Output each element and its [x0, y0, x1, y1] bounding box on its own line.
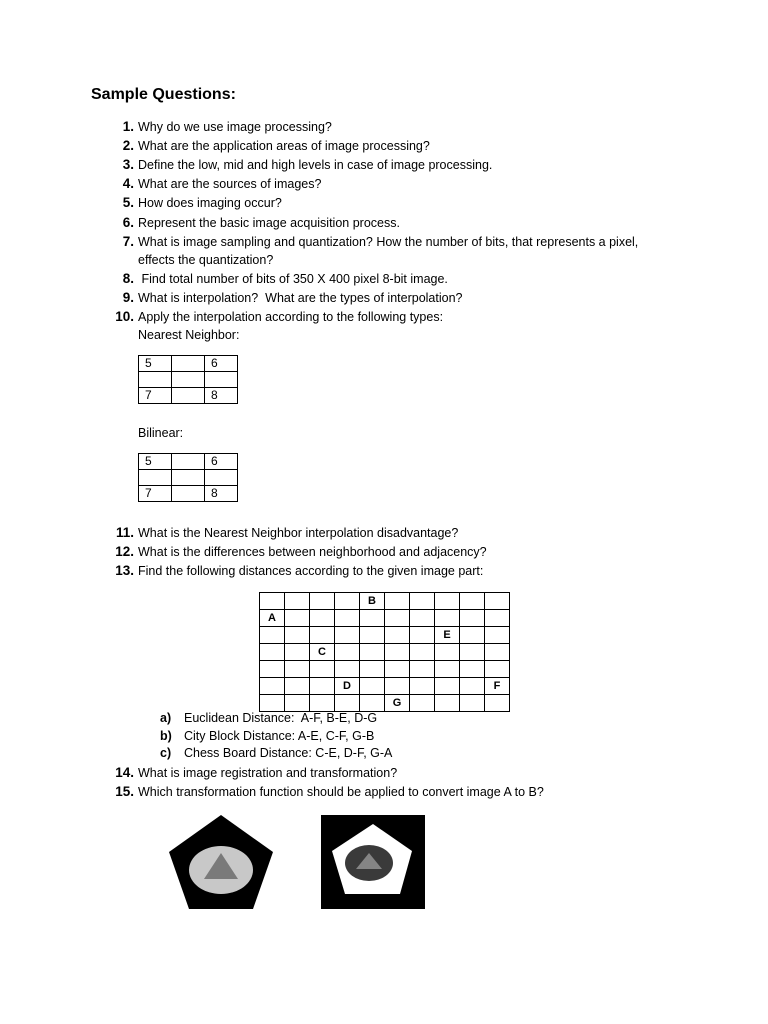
grid-cell [139, 372, 172, 388]
grid-cell [360, 695, 385, 712]
grid-cell [260, 593, 285, 610]
grid-cell [460, 661, 485, 678]
grid-cell [410, 610, 435, 627]
grid-cell [385, 678, 410, 695]
grid-cell: 7 [139, 486, 172, 502]
grid-row [260, 695, 510, 712]
grid-cell [172, 372, 205, 388]
subitem-label: a) [160, 711, 172, 725]
bilinear-grid [138, 453, 238, 502]
grid-cell [310, 661, 335, 678]
grid-cell: F [485, 678, 510, 695]
nearest-neighbor-grid [138, 355, 238, 404]
question-number: 10. [115, 309, 134, 324]
grid-cell [360, 644, 385, 661]
grid-cell: B [360, 593, 385, 610]
grid-cell [172, 470, 205, 486]
grid-cell: D [335, 678, 360, 695]
grid-cell [205, 470, 238, 486]
grid-cell [172, 486, 205, 502]
grid-cell: 7 [139, 388, 172, 404]
grid-cell [460, 610, 485, 627]
grid-cell [460, 695, 485, 712]
grid-cell [260, 678, 285, 695]
question-text: What is image sampling and quantization? How the number of bits, that represents a pixel, [138, 235, 639, 249]
grid-cell [485, 644, 510, 661]
question-number: 2. [122, 138, 134, 153]
grid-cell [285, 695, 310, 712]
question-text: What is interpolation? What are the types of interpolation? [138, 291, 463, 305]
grid-row [260, 678, 510, 695]
grid-cell [435, 695, 460, 712]
grid-cell [385, 627, 410, 644]
question-text: What is the differences between neighborhood and adjacency? [138, 545, 487, 559]
grid-cell [310, 695, 335, 712]
subitem-text: Chess Board Distance: C-E, D-F, G-A [184, 746, 393, 760]
grid-cell [385, 593, 410, 610]
grid-cell [310, 627, 335, 644]
grid-cell [485, 610, 510, 627]
image-a [168, 814, 274, 910]
grid-cell [335, 627, 360, 644]
grid-cell [485, 627, 510, 644]
grid-cell [335, 644, 360, 661]
question-text: How does imaging occur? [138, 196, 282, 210]
grid-cell [435, 661, 460, 678]
grid-cell [360, 661, 385, 678]
grid-row [260, 627, 510, 644]
question-text-continued: effects the quantization? [138, 253, 274, 267]
grid-cell [310, 610, 335, 627]
grid-cell [360, 610, 385, 627]
grid-cell: 5 [139, 356, 172, 372]
grid-cell: 8 [205, 486, 238, 502]
question-text: Which transformation function should be applied to convert image A to B? [138, 785, 544, 799]
grid-cell [435, 644, 460, 661]
grid-cell: 8 [205, 388, 238, 404]
grid-cell: G [385, 695, 410, 712]
grid-cell [285, 678, 310, 695]
question-text: Find the following distances according to the given image part: [138, 564, 484, 578]
question-number: 14. [115, 765, 134, 780]
subitem-label: b) [160, 729, 172, 743]
grid-cell [172, 454, 205, 470]
grid-cell [285, 593, 310, 610]
grid-cell: 6 [205, 356, 238, 372]
question-text: Represent the basic image acquisition process. [138, 216, 400, 230]
grid-cell [485, 695, 510, 712]
grid-row [139, 470, 238, 486]
grid-cell [139, 470, 172, 486]
question-number: 4. [122, 176, 134, 191]
grid-cell [360, 678, 385, 695]
question-number: 1. [122, 119, 134, 134]
grid-cell: E [435, 627, 460, 644]
question-number: 8. [122, 271, 134, 286]
question-text: What is image registration and transformation? [138, 766, 398, 780]
grid-cell: A [260, 610, 285, 627]
nearest-neighbor-label: Nearest Neighbor: [138, 328, 240, 342]
grid-cell [460, 644, 485, 661]
subitem-text: City Block Distance: A-E, C-F, G-B [184, 729, 375, 743]
grid-cell [285, 627, 310, 644]
grid-cell [285, 661, 310, 678]
question-text: What are the application areas of image processing? [138, 139, 430, 153]
question-number: 3. [122, 157, 134, 172]
question-text: Apply the interpolation according to the following types: [138, 310, 444, 324]
grid-cell [335, 695, 360, 712]
subitem-label: c) [160, 746, 172, 760]
bilinear-label: Bilinear: [138, 426, 184, 440]
grid-cell [485, 661, 510, 678]
grid-cell [460, 593, 485, 610]
grid-cell [260, 627, 285, 644]
question-number: 6. [122, 215, 134, 230]
subitem-text: Euclidean Distance: A-F, B-E, D-G [184, 711, 378, 725]
grid-cell [435, 593, 460, 610]
distance-grid [259, 592, 510, 712]
grid-row [139, 388, 238, 404]
grid-cell: 6 [205, 454, 238, 470]
grid-cell [260, 644, 285, 661]
grid-row [139, 486, 238, 502]
grid-cell [310, 678, 335, 695]
grid-cell [172, 356, 205, 372]
grid-cell [285, 610, 310, 627]
page-title: Sample Questions: [91, 86, 236, 103]
grid-cell [335, 610, 360, 627]
grid-cell [435, 678, 460, 695]
question-number: 12. [115, 544, 134, 559]
grid-cell [335, 661, 360, 678]
grid-cell [385, 661, 410, 678]
grid-cell: C [310, 644, 335, 661]
grid-row [260, 661, 510, 678]
question-text: Find total number of bits of 350 X 400 pixel 8-bit image. [138, 272, 448, 286]
question-number: 11. [115, 525, 134, 540]
image-b [321, 815, 425, 909]
grid-cell [285, 644, 310, 661]
grid-row [260, 610, 510, 627]
question-text: Why do we use image processing? [138, 120, 332, 134]
question-number: 7. [122, 234, 134, 249]
grid-row [139, 356, 238, 372]
grid-cell [385, 644, 410, 661]
grid-row [139, 372, 238, 388]
question-text: Define the low, mid and high levels in case of image processing. [138, 158, 493, 172]
question-text: What is the Nearest Neighbor interpolation disadvantage? [138, 526, 459, 540]
grid-cell [310, 593, 335, 610]
grid-cell: 5 [139, 454, 172, 470]
grid-cell [410, 644, 435, 661]
grid-cell [410, 661, 435, 678]
grid-cell [460, 678, 485, 695]
grid-cell [435, 610, 460, 627]
question-number: 9. [122, 290, 134, 305]
grid-cell [485, 593, 510, 610]
question-text: What are the sources of images? [138, 177, 322, 191]
question-number: 5. [122, 195, 134, 210]
grid-cell [410, 695, 435, 712]
grid-cell [410, 678, 435, 695]
grid-cell [460, 627, 485, 644]
grid-cell [385, 610, 410, 627]
grid-cell [172, 388, 205, 404]
grid-cell [260, 695, 285, 712]
grid-row [260, 644, 510, 661]
grid-cell [260, 661, 285, 678]
grid-cell [360, 627, 385, 644]
grid-row [139, 454, 238, 470]
question-number: 15. [115, 784, 134, 799]
grid-cell [410, 593, 435, 610]
grid-cell [335, 593, 360, 610]
grid-cell [410, 627, 435, 644]
question-number: 13. [115, 563, 134, 578]
grid-cell [205, 372, 238, 388]
grid-row [260, 593, 510, 610]
